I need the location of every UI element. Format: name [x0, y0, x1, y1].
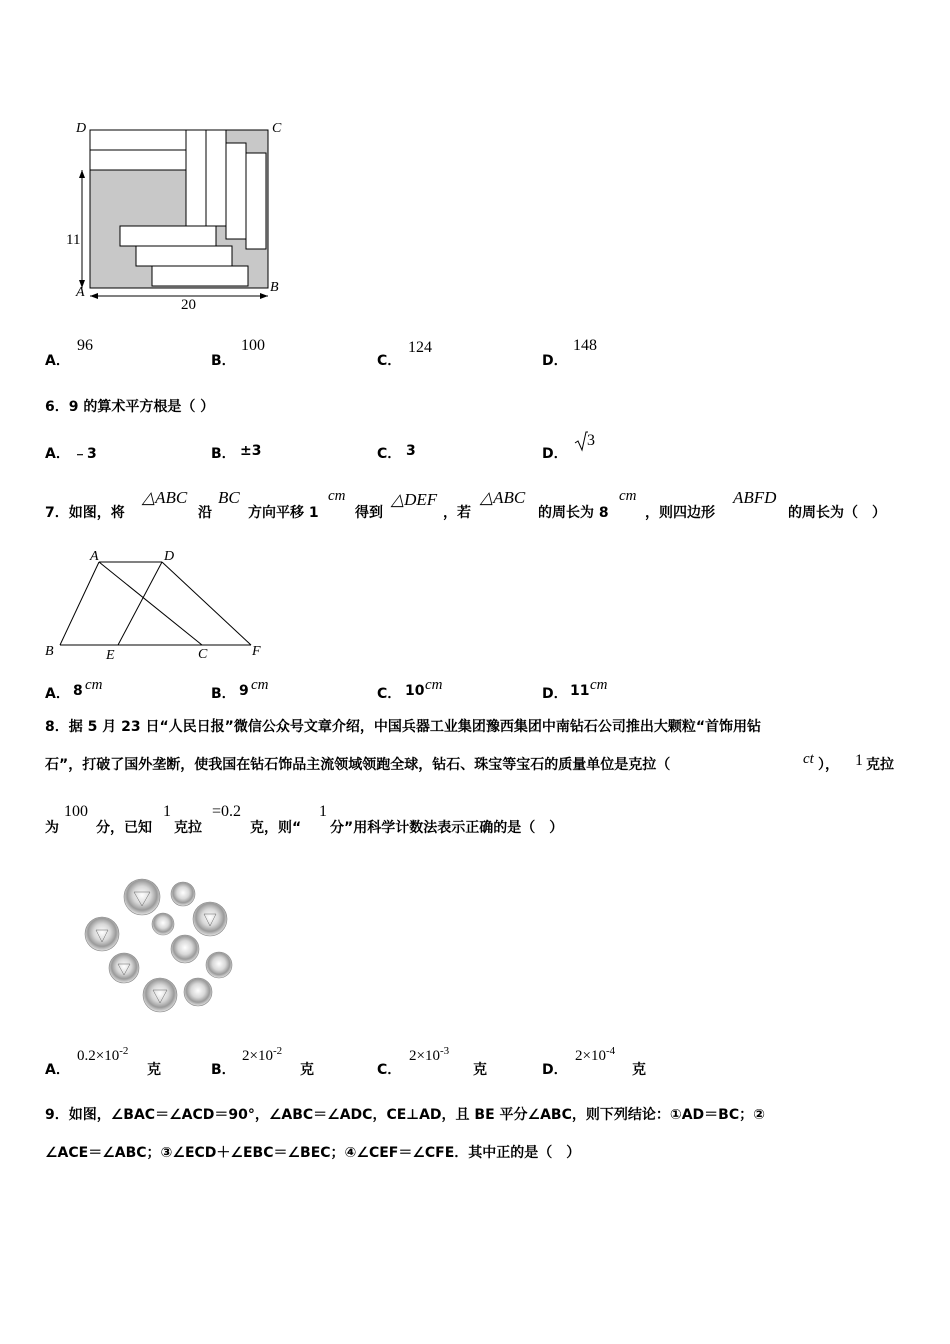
- q8-line-2c: 克拉: [866, 757, 894, 773]
- q5-option-c-value: 124: [408, 339, 432, 356]
- q8-option-d-unit: 克: [632, 1062, 646, 1078]
- q5-option-a-letter: A．: [45, 353, 70, 369]
- q8-line-3c: 克拉: [174, 820, 202, 836]
- q8-math-1a: 1: [163, 803, 171, 820]
- q6-option-d-letter: D．: [542, 446, 568, 462]
- q5-option-a-value: 96: [77, 337, 93, 354]
- q8-option-a-unit: 克: [147, 1062, 161, 1078]
- q6-stem: 6．9 的算术平方根是（ ）: [45, 399, 215, 415]
- q8-option-b-exp: -2: [272, 1045, 283, 1057]
- q8-option-a-coef: 0.2: [77, 1048, 96, 1064]
- diamonds-image: [78, 872, 248, 1022]
- q7-math-bc: BC: [218, 488, 240, 507]
- q8-option-a-expr: $0.2\times 10^{-2}$: [77, 1045, 129, 1064]
- q8-line-3e: 分”用科学计数法表示正确的是（ ）: [330, 820, 564, 836]
- fig7-label-e: E: [106, 648, 115, 663]
- q7-text-3: 方向平移 1: [248, 505, 319, 521]
- q8-option-d-letter: D．: [542, 1062, 568, 1078]
- q9-line-2: ∠ACE＝∠ABC；③∠ECD＋∠EBC＝∠BEC；④∠CEF＝∠CFE．其中正的是（ ）: [45, 1145, 581, 1161]
- q8-line-3b: 分，已知: [96, 820, 152, 836]
- q8-option-b-letter: B．: [211, 1062, 236, 1078]
- q8-option-a-exp: -2: [119, 1045, 129, 1057]
- fig5-label-c: C: [272, 121, 282, 136]
- q7-text-5: ，若: [443, 505, 471, 521]
- q7-math-triangle-def: △DEF: [391, 490, 438, 509]
- q7-option-b-unit: cm: [251, 677, 269, 693]
- q8-option-c-expr: $2\times 10^{-3}$: [409, 1045, 450, 1064]
- q7-math-cm-2: cm: [619, 488, 637, 504]
- q6-option-c-value: 3: [406, 443, 416, 459]
- q6-option-b-letter: B．: [211, 446, 236, 462]
- sqrt-icon: [574, 430, 588, 452]
- q8-math-1b: 1: [319, 803, 327, 820]
- q7-option-b-value: 9: [239, 683, 249, 699]
- fig5-width-label: 20: [181, 297, 196, 313]
- q6-option-c-letter: C．: [377, 446, 402, 462]
- q7-text-6: 的周长为 8: [538, 505, 609, 521]
- q7-math-abfd: ABFD: [733, 488, 777, 507]
- q7-text-2: 沿: [198, 505, 212, 521]
- q8-line-2a: 石”，打破了国外垄断，使我国在钻石饰品主流领域领跑全球，钻石、珠宝等宝石的质量单位是克拉（: [45, 757, 671, 773]
- fig7-label-c: C: [198, 647, 208, 662]
- q9-line-1: 9．如图，∠BAC＝∠ACD＝90°，∠ABC＝∠ADC，CE⊥AD，且 BE 平分∠ABC，则下列结论：①AD＝BC；②: [45, 1107, 765, 1123]
- fig7-label-a: A: [90, 549, 99, 564]
- q8-line-3d: 克，则“: [250, 820, 302, 836]
- q7-option-a-unit: cm: [85, 677, 103, 693]
- q8-option-d-exp: -4: [605, 1045, 616, 1057]
- q8-line-3a: 为: [45, 820, 59, 836]
- q8-option-b-coef: 2: [242, 1048, 250, 1064]
- q7-option-a-value: 8: [73, 683, 83, 699]
- q6-option-a-letter: A．: [45, 446, 70, 462]
- q8-one-carat-number: 1: [855, 752, 863, 769]
- q7-option-d-unit: cm: [590, 677, 608, 693]
- q6-option-d-value: 3: [587, 432, 595, 449]
- q7-option-c-unit: cm: [425, 677, 443, 693]
- q6-option-b-value: ±3: [240, 443, 262, 459]
- q6-option-a-value: ﹣3: [73, 446, 97, 462]
- q8-option-c-coef: 2: [409, 1048, 417, 1064]
- q7-text-7: ，则四边形: [645, 505, 715, 521]
- q8-option-b-expr: $2\times 10^{-2}$: [242, 1045, 283, 1064]
- rectangle-tiling-figure: [60, 115, 300, 320]
- q7-text-4: 得到: [355, 505, 383, 521]
- fig5-height-label: 11: [66, 232, 81, 248]
- fig5-label-b: B: [270, 280, 279, 295]
- q7-math-triangle-abc-2: △ABC: [480, 488, 526, 507]
- q5-option-c-letter: C．: [377, 353, 402, 369]
- q5-option-d-value: 148: [573, 337, 597, 354]
- q7-option-b-letter: B．: [211, 686, 236, 702]
- q8-math-100: 100: [64, 803, 88, 820]
- q7-option-a-letter: A．: [45, 686, 70, 702]
- q5-option-d-letter: D．: [542, 353, 568, 369]
- q8-option-c-exp: -3: [439, 1045, 450, 1057]
- q7-text-8: 的周长为（ ）: [788, 505, 886, 521]
- q7-text-1: 7．如图，将: [45, 505, 125, 521]
- q5-option-b-value: 100: [241, 337, 265, 354]
- q8-option-a-letter: A．: [45, 1062, 70, 1078]
- q8-option-c-unit: 克: [473, 1062, 487, 1078]
- q8-option-c-letter: C．: [377, 1062, 402, 1078]
- q7-option-c-letter: C．: [377, 686, 402, 702]
- q8-unit-ct: ct: [803, 751, 814, 767]
- fig7-label-d: D: [164, 549, 175, 564]
- q7-math-cm: cm: [328, 488, 346, 504]
- q8-line-1: 8．据 5 月 23 日“人民日报”微信公众号文章介绍，中国兵器工业集团豫西集团中南钻石公司推出大颗粒“首饰用钻: [45, 719, 762, 735]
- q8-option-b-unit: 克: [300, 1062, 314, 1078]
- q7-option-c-value: 10: [405, 683, 425, 699]
- fig5-label-a: A: [76, 285, 85, 300]
- q8-option-d-expr: $2\times 10^{-4}$: [575, 1045, 616, 1064]
- q8-math-eq: =0.2: [212, 803, 242, 820]
- q7-option-d-value: 11: [570, 683, 590, 699]
- q8-option-d-coef: 2: [575, 1048, 583, 1064]
- fig7-label-b: B: [45, 644, 54, 659]
- fig7-label-f: F: [252, 644, 261, 659]
- q7-option-d-letter: D．: [542, 686, 568, 702]
- q8-line-2b: ），: [818, 757, 839, 773]
- fig5-label-d: D: [76, 121, 87, 136]
- translation-figure: [40, 548, 280, 668]
- q5-option-b-letter: B．: [211, 353, 236, 369]
- q7-math-triangle-abc: △ABC: [142, 488, 188, 507]
